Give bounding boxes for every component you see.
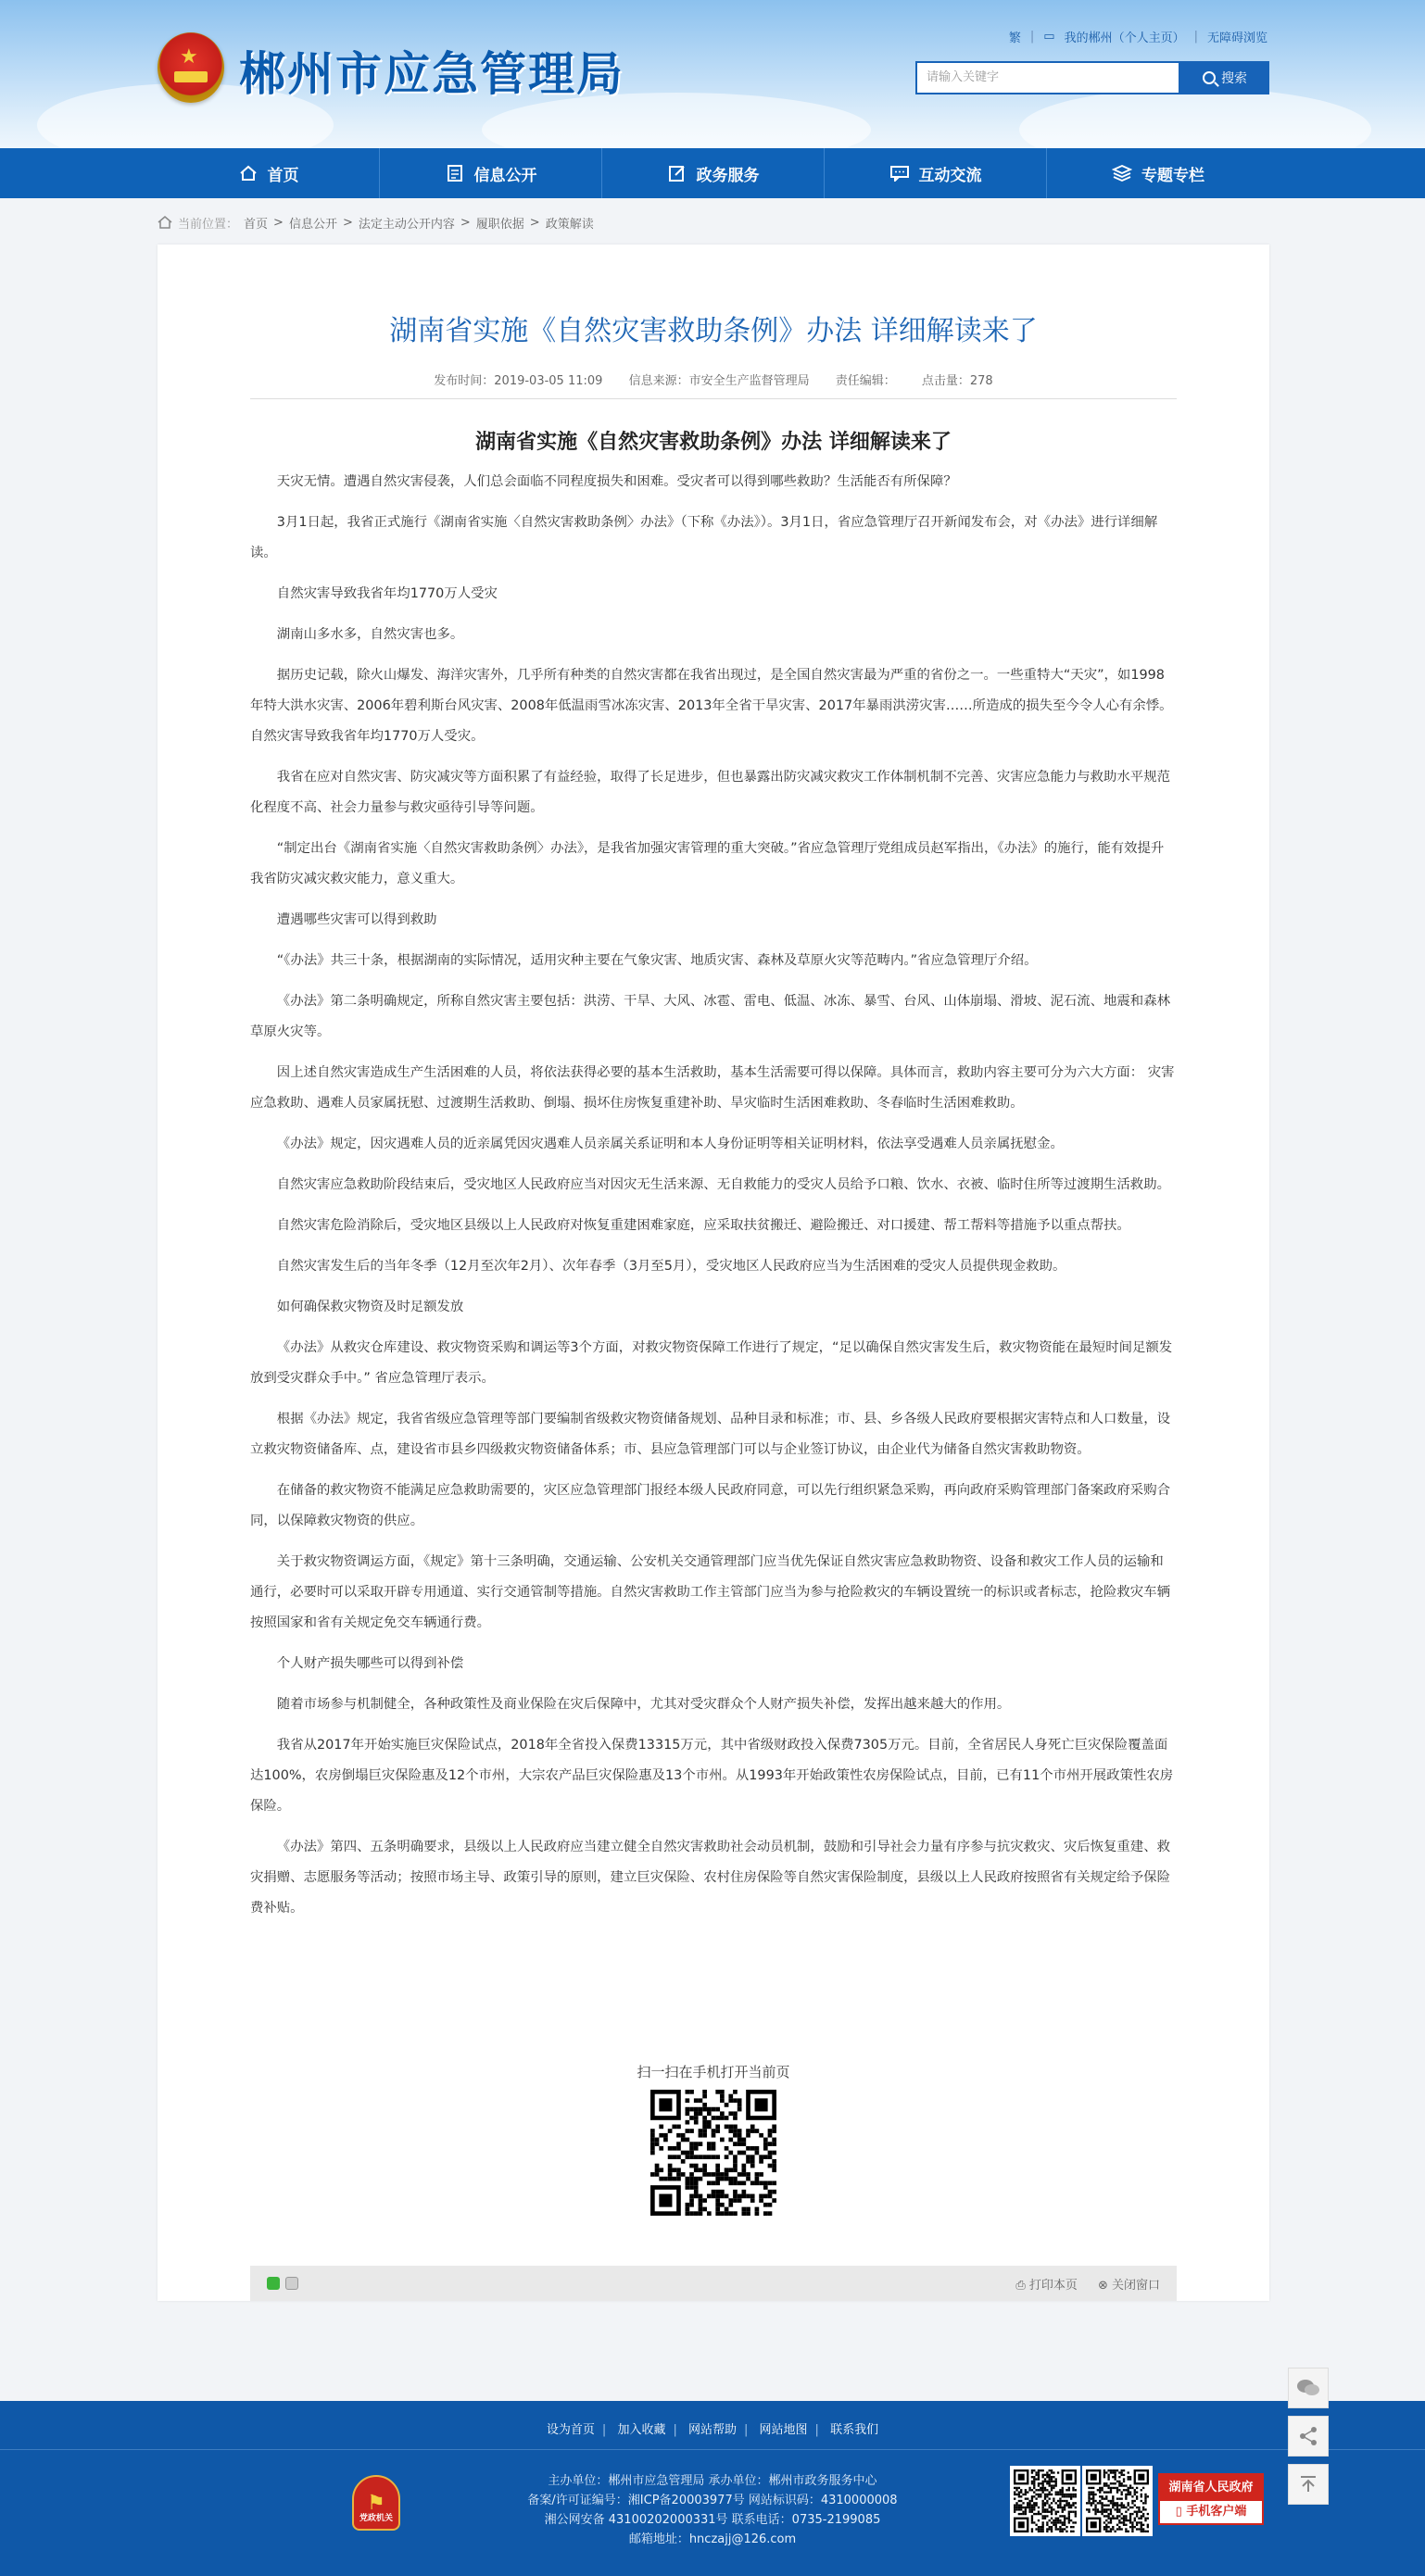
site-title: 郴州市应急管理局 xyxy=(239,46,624,101)
share-float-button[interactable] xyxy=(1288,2416,1329,2457)
hit-count: 点击量：278 xyxy=(921,374,993,388)
edit-icon xyxy=(667,163,687,183)
article-paragraph: 我省从2017年开始实施巨灾保险试点，2018年全省投入保费13315万元，其中省级财政投入保费7305万元。目前，全省居民人身死亡巨灾保险覆盖面达100%，农房倒塌巨灾保险惠及12个市州，大宗农产品巨灾保险惠及13个市州。从1993年开始政策性农房保险试点，目前，已有11个市州开展政策性农房保险。 xyxy=(250,1738,1174,1814)
article-paragraph: 《办法》从救灾仓库建设、救灾物资采购和调运等3个方面，对救灾物资保障工作进行了规定，“足以确保自然灾害发生后，救灾物资能在最短时间足额发放到受灾群众手中。” 省应急管理厅表示。 xyxy=(250,1340,1173,1386)
article-panel xyxy=(158,245,1269,2301)
footer-qr-code-icon xyxy=(1010,2466,1080,2536)
wechat-icon xyxy=(1296,2378,1320,2398)
footer-link[interactable]: 联系我们 xyxy=(830,2423,879,2437)
nav-item-home[interactable]: 首页 xyxy=(158,148,380,198)
nav-item-special-topics[interactable]: 专题专栏 xyxy=(1047,148,1269,198)
party-gov-badge[interactable]: 党政机关 ⚑ xyxy=(352,2475,400,2531)
search-input[interactable]: 请输入关键字 xyxy=(915,61,1180,94)
article-paragraph: 天灾无情。遭遇自然灾害侵袭，人们总会面临不同程度损失和困难。受灾者可以得到哪些救助？生活能否有所保障？ xyxy=(276,474,957,489)
article-paragraph: “《办法》共三十条，根据湖南的实际情况，适用灾种主要在气象灾害、地质灾害、森林及草原火灾等范畴内。”省应急管理厅介绍。 xyxy=(276,953,1038,968)
article-paragraph: “制定出台《湖南省实施〈自然灾害救助条例〉办法》，是我省加强灾害管理的重大突破。”省应急管理厅党组成员赵军指出，《办法》的施行，能有效提升我省防灾减灾救灾能力，意义重大。 xyxy=(250,841,1165,886)
article-meta xyxy=(158,371,1269,388)
info-source: 信息来源：市安全生产监督管理局 xyxy=(628,374,810,388)
qr-title: 扫一扫在手机打开当前页 xyxy=(637,2064,790,2080)
footer-link[interactable]: 网站地图 xyxy=(759,2423,808,2437)
print-button[interactable]: ⎙ 打印本页 xyxy=(1015,2278,1078,2293)
main-nav xyxy=(0,148,1425,198)
editor: 责任编辑： xyxy=(835,374,896,388)
article-paragraph: 如何确保救灾物资及时足额发放 xyxy=(276,1300,464,1314)
article-paragraph: 个人财产损失哪些可以得到补偿 xyxy=(276,1656,464,1671)
footer-qr-code-icon xyxy=(1082,2466,1153,2536)
share-icon xyxy=(1298,2426,1318,2446)
breadcrumb-link[interactable]: 法定主动公开内容 xyxy=(358,217,455,232)
close-window-button[interactable]: ⊗ 关闭窗口 xyxy=(1097,2278,1160,2293)
article-paragraph: 随着市场参与机制健全，各种政策性及商业保险在灾后保障中，尤其对受灾群众个人财产损失补偿，发挥出越来越大的作用。 xyxy=(276,1697,1011,1712)
article-paragraph: 我省在应对自然灾害、防灾减灾等方面积累了有益经验，取得了长足进步，但也暴露出防灾减灾救灾工作体制机制不完善、灾害应急能力与救助水平规范化程度不高、社会力量参与救灾亟待引导等问题。 xyxy=(250,770,1170,815)
traditional-chinese-link[interactable]: 繁 xyxy=(1008,31,1021,45)
document-icon xyxy=(445,163,465,183)
article-subtitle: 湖南省实施《自然灾害救助条例》办法 详细解读来了 xyxy=(475,430,952,454)
weibo-share-icon[interactable] xyxy=(285,2277,298,2290)
breadcrumb-link[interactable]: 信息公开 xyxy=(288,217,337,232)
printer-icon: ⎙ xyxy=(1015,2278,1026,2293)
home-icon xyxy=(238,163,259,183)
nav-item-interaction[interactable]: 互动交流 xyxy=(825,148,1047,198)
breadcrumb-link[interactable]: 履职依据 xyxy=(475,217,524,232)
site-header xyxy=(0,0,1425,148)
article-paragraph: 因上述自然灾害造成生产生活困难的人员，将依法获得必要的基本生活救助，基本生活需要可得以保障。具体而言，救助内容主要可分为六大方面： 灾害应急救助、遇难人员家属抚慰、过渡期生活救助、倒塌、损坏住房恢复重建补助、旱灾临时生活困难救助、冬春临时生活困难救助。 xyxy=(250,1065,1175,1111)
article-paragraph: 自然灾害发生后的当年冬季（12月至次年2月）、次年春季（3月至5月），受灾地区人民政府应当为生活困难的受灾人员提供现金救助。 xyxy=(276,1259,1066,1274)
footer-info: 主办单位：郴州市应急管理局 承办单位：郴州市政务服务中心 备案/许可证编号：湘ICP备20003977号 网站标识码：4310000008 湘公网安备 43100202000331号 联系电话：0735-2199085 邮箱地址：hnczajj@126.com xyxy=(527,2474,898,2546)
article-paragraph: 《办法》规定，因灾遇难人员的近亲属凭因灾遇难人员亲属关系证明和本人身份证明等相关证明材料，依法享受遇难人员亲属抚慰金。 xyxy=(276,1137,1064,1151)
article-paragraph: 《办法》第四、五条明确要求，县级以上人民政府应当建立健全自然灾害救助社会动员机制，鼓励和引导社会力量有序参与抗灾救灾、灾后恢复重建、救灾捐赠、志愿服务等活动；按照市场主导、政策引导的原则，建立巨灾保险、农村住房保险等自然灾害保险制度，县级以上人民政府按照省有关规定给予保险费补贴。 xyxy=(250,1840,1170,1916)
article-paragraph: 自然灾害应急救助阶段结束后，受灾地区人民政府应当对因灾无生活来源、无自救能力的受灾人员给予口粮、饮水、衣被、临时住所等过渡期生活救助。 xyxy=(276,1177,1170,1192)
footer-link[interactable]: 设为首页 xyxy=(546,2423,595,2437)
home-icon xyxy=(158,216,172,229)
site-footer xyxy=(0,2401,1425,2576)
breadcrumb-link[interactable]: 首页 xyxy=(244,217,269,232)
article-body xyxy=(250,467,1177,1934)
qr-code-icon xyxy=(650,2090,776,2216)
wechat-share-icon[interactable] xyxy=(267,2277,280,2290)
search-button[interactable]: 搜索 xyxy=(1180,61,1269,94)
article-paragraph: 湖南山多水多，自然灾害也多。 xyxy=(276,627,464,642)
nav-item-gov-services[interactable]: 政务服务 xyxy=(602,148,825,198)
layers-icon xyxy=(1112,163,1132,183)
article-toolbar xyxy=(250,2266,1177,2301)
article-paragraph: 在储备的救灾物资不能满足应急救助需要的，灾区应急管理部门报经本级人民政府同意，可以先行组织紧急采购，再向政府采购管理部门备案政府采购合同，以保障救灾物资的供应。 xyxy=(250,1483,1170,1528)
chat-icon xyxy=(889,163,910,183)
phone-icon: ▯ xyxy=(1175,2505,1182,2519)
divider xyxy=(250,398,1177,399)
wechat-float-button[interactable] xyxy=(1288,2368,1329,2408)
top-links: 繁 | ▭ 我的郴州（个人主页） | 无障碍浏览 xyxy=(1008,30,1267,45)
arrow-up-icon xyxy=(1298,2474,1318,2494)
breadcrumb-link[interactable]: 政策解读 xyxy=(545,217,594,232)
article-paragraph: 关于救灾物资调运方面，《规定》第十三条明确，交通运输、公安机关交通管理部门应当优先保证自然灾害应急救助物资、设备和救灾工作人员的运输和通行，必要时可以采取开辟专用通道、实行交通管制等措施。自然灾害救助工作主管部门应当为参与抢险救灾的车辆设置统一的标识或者标志，抢险救灾车辆按照国家和省有关规定免交车辆通行费。 xyxy=(250,1554,1170,1630)
close-icon: ⊗ xyxy=(1097,2278,1108,2293)
floating-tools xyxy=(1288,2368,1329,2512)
breadcrumb: 当前位置： 首页 > 信息公开 > 法定主动公开内容 > 履职依据 > 政策解读 xyxy=(158,213,594,232)
accessibility-link[interactable]: 无障碍浏览 xyxy=(1206,31,1267,45)
article-title: 湖南省实施《自然灾害救助条例》办法 详细解读来了 xyxy=(389,315,1038,347)
article-paragraph: 3月1日起，我省正式施行《湖南省实施〈自然灾害救助条例〉办法》（下称《办法》）。3月1日，省应急管理厅召开新闻发布会，对《办法》进行详细解读。 xyxy=(250,515,1158,560)
monitor-icon: ▭ xyxy=(1043,30,1055,44)
national-emblem-icon: ★ xyxy=(158,32,224,103)
article-paragraph: 自然灾害导致我省年均1770万人受灾 xyxy=(276,586,498,601)
my-chenzhou-link[interactable]: 我的郴州（个人主页） xyxy=(1064,31,1185,45)
article-paragraph: 自然灾害危险消除后，受灾地区县级以上人民政府对恢复重建困难家庭，应采取扶贫搬迁、避险搬迁、对口援建、帮工帮料等措施予以重点帮扶。 xyxy=(276,1218,1130,1233)
nav-item-info-disclosure[interactable]: 信息公开 xyxy=(380,148,602,198)
search-icon xyxy=(1203,71,1216,84)
article-paragraph: 《办法》第二条明确规定，所称自然灾害主要包括：洪涝、干旱、大风、冰雹、雷电、低温、冰冻、暴雪、台风、山体崩塌、滑坡、泥石流、地震和森林草原火灾等。 xyxy=(250,994,1170,1039)
article-paragraph: 根据《办法》规定，我省省级应急管理等部门要编制省级救灾物资储备规划、品种目录和标准；市、县、乡各级人民政府要根据灾害特点和人口数量，设立救灾物资储备库、点，建设省市县乡四级救灾物资储备体系；市、县应急管理部门可以与企业签订协议，由企业代为储备自然灾害救助物资。 xyxy=(250,1412,1170,1457)
publish-time: 发布时间：2019-03-05 11:09 xyxy=(434,374,603,388)
back-to-top-button[interactable] xyxy=(1288,2464,1329,2505)
footer-link[interactable]: 网站帮助 xyxy=(687,2423,737,2437)
article-paragraph: 据历史记载，除火山爆发、海洋灾害外，几乎所有种类的自然灾害都在我省出现过，是全国自然灾害最为严重的省份之一。一些重特大“天灾”，如1998年特大洪水灾害、2006年碧利斯台风灾害、2008年低温雨雪冰冻灾害、2013年全省干旱灾害、2017年暴雨洪涝灾害……所造成的损失至今令人心有余悸。自然灾害导致我省年均1770万人受灾。 xyxy=(250,668,1173,744)
article-paragraph: 遭遇哪些灾害可以得到救助 xyxy=(276,912,437,927)
footer-link[interactable]: 加入收藏 xyxy=(617,2423,666,2437)
hunan-gov-app-link[interactable]: 湖南省人民政府 ▯ 手机客户端 xyxy=(1158,2473,1264,2525)
footer-links: 设为首页 | 加入收藏 | 网站帮助 | 网站地图 | 联系我们 xyxy=(546,2423,879,2437)
